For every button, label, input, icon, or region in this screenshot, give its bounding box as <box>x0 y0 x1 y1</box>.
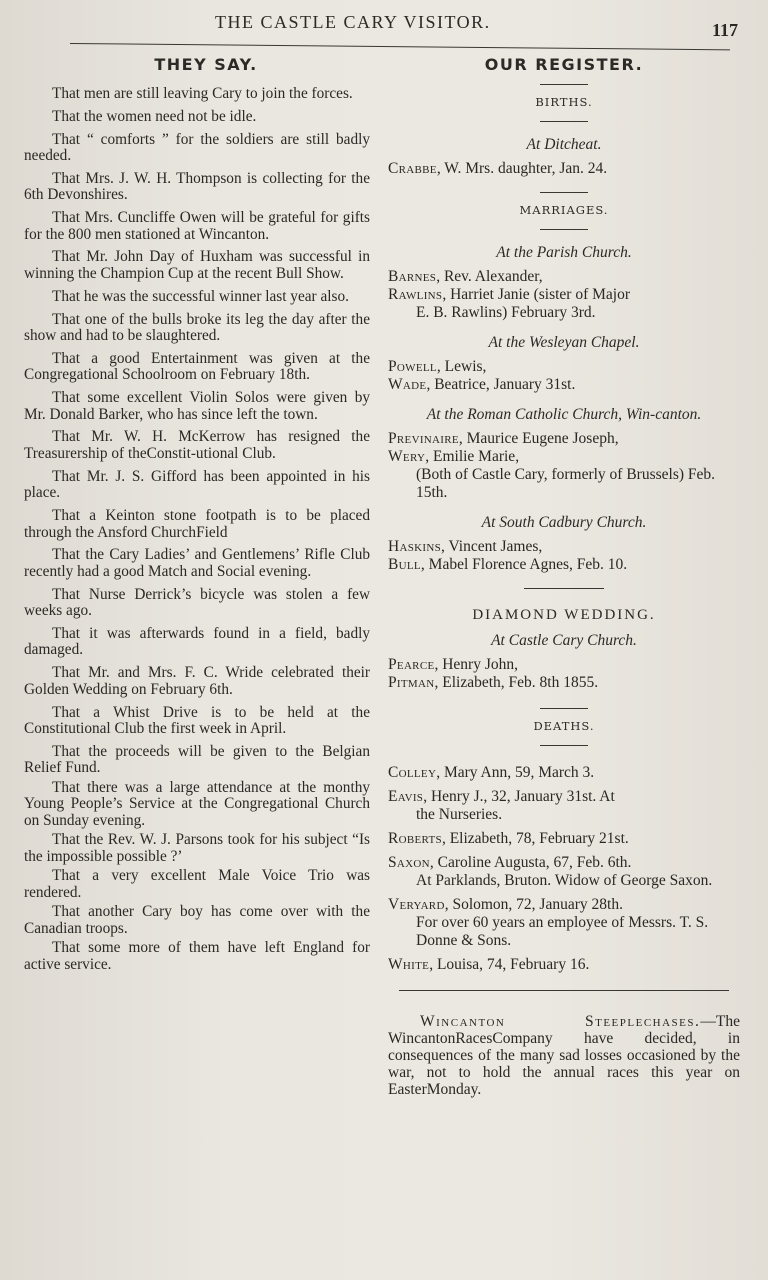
entry-surname: Rawlins <box>388 286 443 303</box>
they-say-item: That the Rev. W. J. Parsons took for his subject “Is the impossible possible ?’ <box>24 831 370 865</box>
marriages-label: MARRIAGES. <box>519 203 609 217</box>
section-rule <box>540 229 588 230</box>
they-say-item: That the Cary Ladies’ and Gentlemens’ Rifle Club recently had a good Match and Social evening. <box>24 546 370 580</box>
entry-detail: , Maurice Eugene Joseph, <box>458 430 619 447</box>
entry-surname: Saxon <box>388 854 430 871</box>
they-say-item: That some excellent Violin Solos were given by Mr. Donald Barker, who has since left the town. <box>24 389 370 423</box>
births-entries <box>388 160 740 178</box>
they-say-item: That he was the successful winner last year also. <box>52 287 349 305</box>
diamond-wedding-place: At Castle Cary Church. <box>491 632 637 649</box>
entry-continuation: E. B. Rawlins) February 3rd. <box>416 304 596 321</box>
marriage-place: At the Parish Church. <box>496 244 632 261</box>
publication-title: THE CASTLE CARY VISITOR. <box>215 12 491 32</box>
they-say-item: That “ comforts ” for the soldiers are still badly needed. <box>24 130 370 165</box>
entry-surname: Eavis <box>388 788 424 805</box>
they-say-item: That men are still leaving Cary to join the forces. <box>52 85 353 102</box>
entry-detail: , Lewis, <box>436 358 487 375</box>
deaths-label: DEATHS. <box>533 719 595 733</box>
register-column <box>388 55 740 1098</box>
entry-surname: Barnes <box>388 268 437 285</box>
they-say-item: That the women need not be idle. <box>52 107 257 125</box>
entry-detail: , Elizabeth, 78, February 21st. <box>441 830 629 847</box>
section-rule <box>540 708 588 709</box>
they-say-column <box>24 55 370 976</box>
entry-surname: Crabbe <box>388 160 437 177</box>
section-rule <box>540 192 588 193</box>
marriage-entry <box>388 556 740 574</box>
section-rule <box>524 588 604 589</box>
marriage-place: At the Roman Catholic Church, Win-canton. <box>426 406 702 423</box>
marriage-entries <box>388 430 740 502</box>
marriage-entries <box>388 358 740 394</box>
deaths-entries <box>388 764 740 974</box>
marriage-entry <box>388 358 740 376</box>
entry-surname: Pearce <box>388 656 435 673</box>
entry-surname: Roberts <box>388 830 442 847</box>
notice-text: —The WincantonRacesCompany have decided, in consequences of the many sad losses occasioned by the war, not to hold the annual races this year on EasterMonday. <box>388 1013 740 1098</box>
they-say-item: That it was afterwards found in a field, badly damaged. <box>24 624 370 659</box>
marriage-groups <box>388 244 740 574</box>
entry-surname: Powell <box>388 358 437 375</box>
section-rule <box>540 745 588 746</box>
entry-surname: Wery <box>388 448 426 465</box>
entry-surname: Colley <box>388 764 437 781</box>
entry-detail: , Henry John, <box>434 656 519 673</box>
they-say-item: That a Keinton stone footpath is to be placed through the Ansford ChurchField <box>24 507 370 541</box>
marriage-entry <box>388 268 740 286</box>
entry-continuation: For over 60 years an employee of Messrs. T. S. Donne & Sons. <box>416 914 709 949</box>
entry-surname: Previnaire <box>388 430 459 447</box>
page-number: 117 <box>712 20 739 40</box>
entry-surname: White <box>388 956 430 973</box>
entry-detail: , Henry J., 32, January 31st. At <box>423 788 615 805</box>
they-say-item: That another Cary boy has come over with the Canadian troops. <box>24 903 370 937</box>
entry-continuation: (Both of Castle Cary, formerly of Brussels) Feb. 15th. <box>416 466 716 501</box>
entry-continuation: At Parklands, Bruton. Widow of George Saxon. <box>416 872 713 889</box>
births-place: At Ditcheat. <box>526 136 602 153</box>
death-entry <box>388 764 740 782</box>
entry-detail: , Emilie Marie, <box>425 448 520 465</box>
entry-surname: Pitman <box>388 674 435 691</box>
they-say-item: That there was a large attendance at the monthy Young People’s Service at the Congregational Church on Sunday evening. <box>24 778 370 829</box>
they-say-item: That some more of them have left England for active service. <box>24 939 370 973</box>
they-say-heading: THEY SAY. <box>154 55 258 74</box>
diamond-wedding-heading: DIAMOND WEDDING. <box>472 607 656 623</box>
marriage-place: At South Cadbury Church. <box>481 514 647 531</box>
register-heading: OUR REGISTER. <box>484 55 644 74</box>
they-say-item: That Mr. John Day of Huxham was successful in winning the Champion Cup at the recent Bull Show. <box>24 248 370 282</box>
page-header <box>0 10 768 44</box>
entry-detail: , W. Mrs. daughter, Jan. 24. <box>436 160 608 177</box>
entry-surname: Bull <box>388 556 421 573</box>
section-rule <box>540 84 588 85</box>
they-say-item: That a Whist Drive is to be held at the Constitutional Club the first week in April. <box>24 703 370 738</box>
birth-entry <box>388 160 740 178</box>
marriage-entries <box>388 538 740 574</box>
marriage-entry <box>388 448 740 502</box>
entry-detail: , Caroline Augusta, 67, Feb. 6th. <box>429 854 632 871</box>
they-say-item: That Mrs. Cuncliffe Owen will be grateful for gifts for the 800 men stationed at Wincanton. <box>24 209 370 243</box>
entry-detail: , Solomon, 72, January 28th. <box>444 896 623 913</box>
death-entry <box>388 788 740 824</box>
entry-detail: , Beatrice, January 31st. <box>426 376 576 393</box>
header-rule <box>70 43 730 50</box>
entry-detail: , Mabel Florence Agnes, Feb. 10. <box>420 556 628 573</box>
death-entry <box>388 854 740 890</box>
entry-detail: , Rev. Alexander, <box>436 268 543 285</box>
marriage-entries <box>388 268 740 322</box>
they-say-item: That Mr. J. S. Gifford has been appointed in his place. <box>24 467 370 502</box>
marriage-entry <box>388 286 740 322</box>
diamond-wedding-entry <box>388 674 740 692</box>
they-say-item: That Mr. W. H. McKerrow has resigned the Treasurership of theConstit-utional Club. <box>24 428 370 462</box>
they-say-item: That Nurse Derrick’s bicycle was stolen a few weeks ago. <box>24 585 370 620</box>
entry-surname: Veryard <box>388 896 445 913</box>
diamond-wedding-entries <box>388 656 740 692</box>
they-say-item: That Mr. and Mrs. F. C. Wride celebrated their Golden Wedding on February 6th. <box>24 664 370 698</box>
section-rule <box>540 121 588 122</box>
death-entry <box>388 830 740 848</box>
entry-detail: , Louisa, 74, February 16. <box>429 956 590 973</box>
entry-surname: Haskins <box>388 538 442 555</box>
they-say-item: That the proceeds will be given to the Belgian Relief Fund. <box>24 742 370 777</box>
they-say-list <box>24 86 370 973</box>
notice-lead: Wincanton Steeplechases. <box>420 1013 701 1030</box>
death-entry <box>388 896 740 950</box>
steeplechase-notice <box>388 1013 740 1098</box>
footer-rule <box>399 990 729 991</box>
death-entry <box>388 956 740 974</box>
entry-surname: Wade <box>388 376 427 393</box>
entry-detail: , Harriet Janie (sister of Major <box>442 286 630 303</box>
marriage-entry <box>388 430 740 448</box>
entry-detail: , Mary Ann, 59, March 3. <box>436 764 595 781</box>
they-say-item: That a very excellent Male Voice Trio was rendered. <box>24 867 370 901</box>
entry-detail: , Elizabeth, Feb. 8th 1855. <box>434 674 599 691</box>
marriage-place: At the Wesleyan Chapel. <box>488 334 640 351</box>
births-label: BIRTHS. <box>535 95 593 109</box>
they-say-item: That Mrs. J. W. H. Thompson is collecting for the 6th Devonshires. <box>24 169 370 204</box>
entry-continuation: the Nurseries. <box>416 806 503 823</box>
entry-detail: , Vincent James, <box>441 538 543 555</box>
marriage-entry <box>388 538 740 556</box>
they-say-item: That one of the bulls broke its leg the day after the show and had to be slaughtered. <box>24 310 370 345</box>
diamond-wedding-entry <box>388 656 740 674</box>
they-say-item: That a good Entertainment was given at the Congregational Schoolroom on February 18th. <box>24 349 370 384</box>
marriage-entry <box>388 376 740 394</box>
